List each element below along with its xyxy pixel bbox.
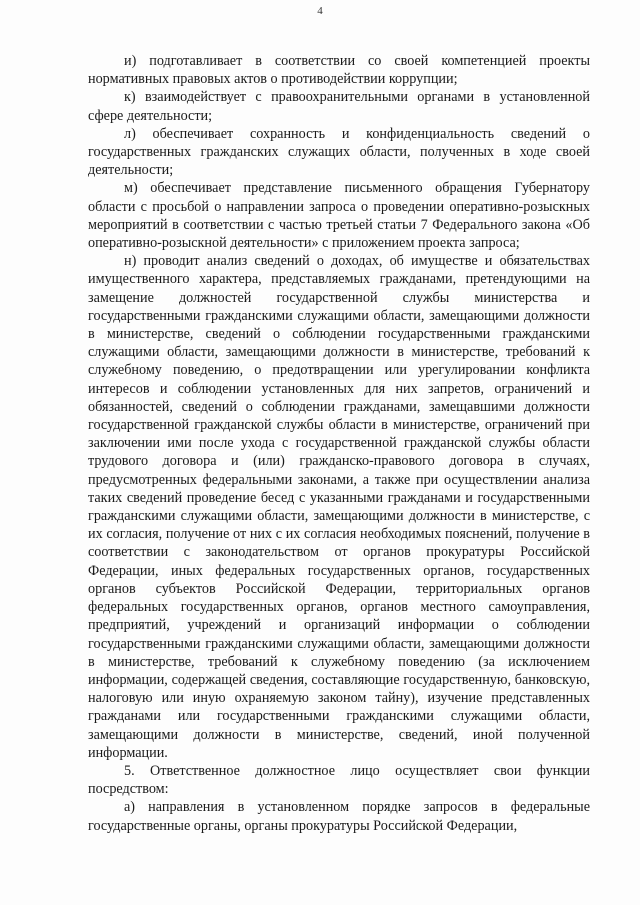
paragraph-5a: а) направления в установленном порядке запросов в федеральные государственные органы, органы прокуратуры Российской Федерации, bbox=[88, 799, 590, 834]
document-body bbox=[88, 52, 590, 835]
paragraph-m: м) обеспечивает представление письменного обращения Губернатору области с просьбой о направлении запроса о проведении оперативно-розыскных мероприятий в соответствии с частью третьей статьи 7 Федерального закона «Об оперативно-розыскной деятельности» с приложением проекта запроса; bbox=[88, 180, 590, 252]
paragraph-n: н) проводит анализ сведений о доходах, об имуществе и обязательствах имущественного характера, представляемых гражданами, претендующими на замещение должностей государственной службы министерства и государственными гражданскими служащими области, замещающими должности в министерстве, сведений о соблюдении государственными гражданскими служащими области, замещающими должности в министерстве, требований к служебному поведению, о предотвращении или урегулировании конфликта интересов и соблюдении установленных для них запретов, ограничений и обязанностей, сведений о соблюдении гражданами, замещавшими должности государственной гражданской службы области в министерстве, ограничений при заключении ими после ухода с государственной гражданской службы области трудового договора и (или) гражданско-правового договора в случаях, предусмотренных федеральными законами, а также при осуществлении анализа таких сведений проведение бесед с указанными гражданами и государственными гражданскими служащими области, замещающими должности в министерстве, с их согласия, получение от них с их согласия необходимых пояснений, получение в соответствии с законодательством от органов прокуратуры Российской Федерации, иных федеральных государственных органов, государственных органов субъектов Российской Федерации, территориальных органов федеральных государственных органов, органов местного самоуправления, предприятий, учреждений и организаций информации о соблюдении государственными гражданскими служащими области, замещающими должности в министерстве, требований к служебному поведению (за исключением информации, содержащей сведения, составляющие государственную, банковскую, налоговую или иную охраняемую законом тайну), изучение представленных гражданами или государственными гражданскими служащими области, замещающими должности в министерстве, сведений, иной полученной информации. bbox=[88, 253, 590, 761]
page-number: 4 bbox=[317, 5, 323, 17]
paragraph-k: к) взаимодействует с правоохранительными органами в установленной сфере деятельности; bbox=[88, 89, 590, 124]
paragraph-i: и) подготавливает в соответствии со своей компетенцией проекты нормативных правовых актов о противодействии коррупции; bbox=[88, 53, 590, 88]
paragraph-l: л) обеспечивает сохранность и конфиденциальность сведений о государственных гражданских служащих области, полученных в ходе своей деятельности; bbox=[88, 125, 590, 179]
paragraph-5: 5. Ответственное должностное лицо осуществляет свои функции посредством: bbox=[88, 762, 590, 798]
